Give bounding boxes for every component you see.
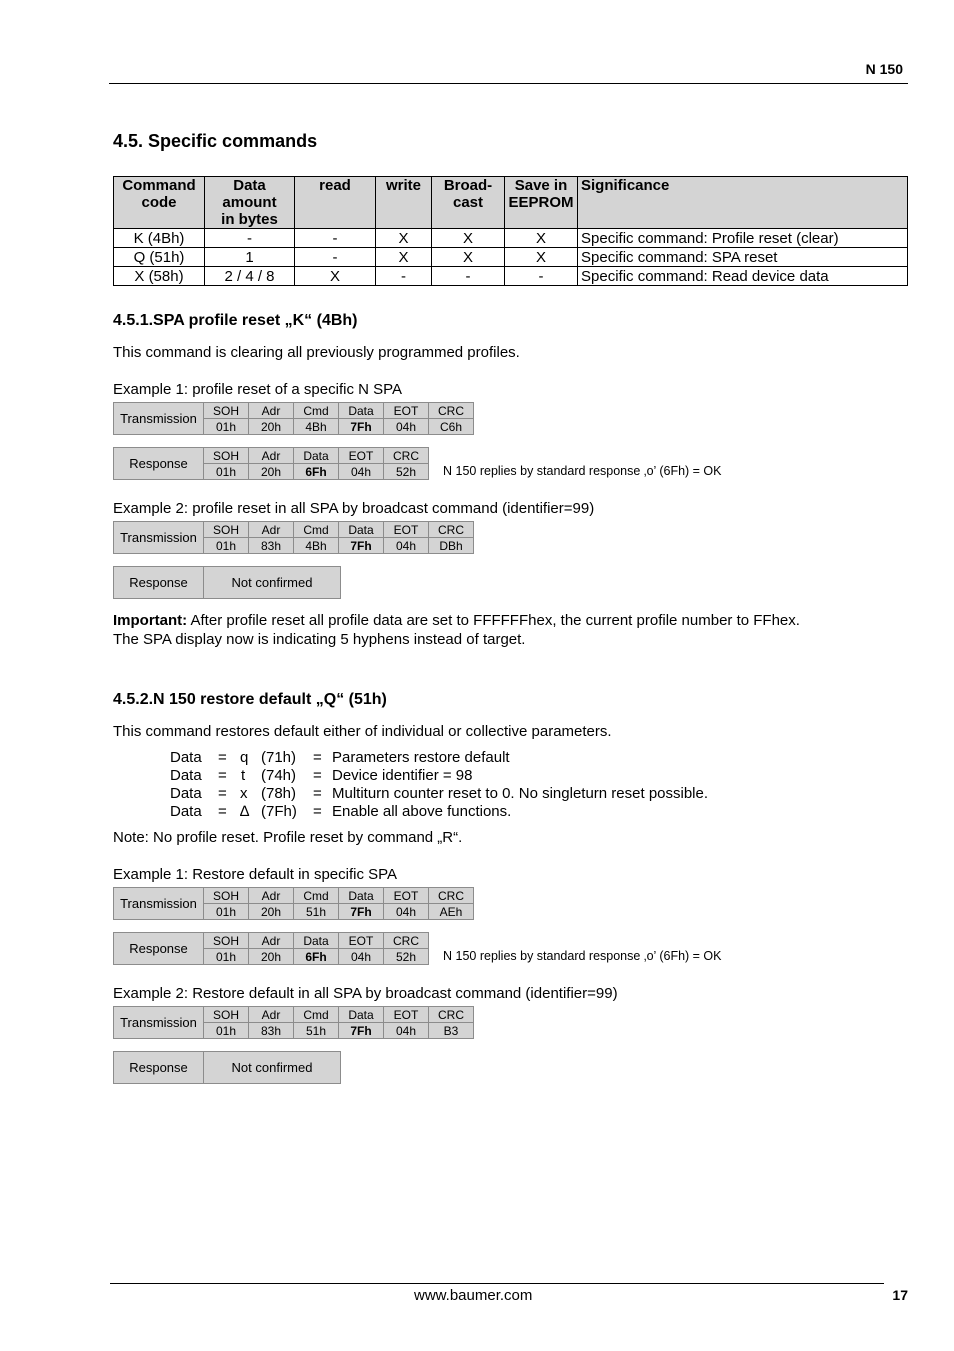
frame-byte: 20h <box>249 904 294 920</box>
data-hex: (78h) <box>261 785 297 802</box>
frame-byte: 20h <box>249 464 294 480</box>
table-row <box>114 267 908 286</box>
table-row <box>114 229 908 248</box>
frame-byte: 51h <box>294 1023 339 1039</box>
data-label: Data <box>170 785 202 802</box>
equals: = <box>313 803 322 820</box>
frame-head: Data <box>339 888 384 904</box>
table-cell: - <box>505 267 578 286</box>
equals: = <box>218 767 227 784</box>
frame-head: Data <box>339 522 384 538</box>
data-char: t <box>241 767 246 784</box>
column-header: Data amount in bytes <box>205 177 295 229</box>
table-cell: - <box>205 229 295 248</box>
frame-label: Response <box>114 1052 204 1084</box>
frame-byte: C6h <box>429 419 474 435</box>
frame-head: SOH <box>204 403 249 419</box>
equals: = <box>313 767 322 784</box>
reply-note: N 150 replies by standard response ‚o’ (6Fh) = OK <box>443 949 722 963</box>
frame-byte: 4Bh <box>294 538 339 554</box>
frame-byte: 04h <box>384 1023 429 1039</box>
subsection-title-451: 4.5.1.SPA profile reset „K“ (4Bh) <box>113 312 358 329</box>
example-caption: Example 1: Restore default in specific SPA <box>113 866 398 883</box>
paragraph: This command restores default either of individual or collective parameters. <box>113 723 612 740</box>
subsection-title-452: 4.5.2.N 150 restore default „Q“ (51h) <box>113 691 387 708</box>
not-confirmed: Not confirmed <box>204 567 341 599</box>
table-cell: Specific command: SPA reset <box>578 248 908 267</box>
frame-byte: 7Fh <box>339 904 384 920</box>
data-description: Device identifier = 98 <box>332 767 473 784</box>
frame-head: CRC <box>429 522 474 538</box>
equals: = <box>218 749 227 766</box>
equals: = <box>313 749 322 766</box>
transmission-frame <box>113 1006 474 1039</box>
column-header: Command code <box>114 177 205 229</box>
frame-byte: 04h <box>384 904 429 920</box>
important-text: After profile reset all profile data are set to FFFFFFhex, the current profile number to FFhex. <box>187 612 800 629</box>
table-cell: X <box>505 229 578 248</box>
frame-head: CRC <box>429 888 474 904</box>
frame-byte: 51h <box>294 904 339 920</box>
frame-head: Adr <box>249 888 294 904</box>
page-number: 17 <box>892 1287 908 1303</box>
frame-head: EOT <box>339 448 384 464</box>
frame-head: SOH <box>204 522 249 538</box>
frame-head: Cmd <box>294 1007 339 1023</box>
example-caption: Example 1: profile reset of a specific N SPA <box>113 381 403 398</box>
response-frame <box>113 566 341 599</box>
equals: = <box>218 785 227 802</box>
table-cell: - <box>432 267 505 286</box>
frame-head: EOT <box>384 1007 429 1023</box>
frame-byte: 6Fh <box>294 949 339 965</box>
data-description: Enable all above functions. <box>332 803 512 820</box>
column-header: Save in EEPROM <box>505 177 578 229</box>
frame-byte: 83h <box>249 1023 294 1039</box>
data-label: Data <box>170 749 202 766</box>
data-hex: (71h) <box>261 749 297 766</box>
table-cell: X <box>432 248 505 267</box>
frame-head: SOH <box>204 888 249 904</box>
reply-note: N 150 replies by standard response ‚o’ (6Fh) = OK <box>443 464 722 478</box>
frame-head: SOH <box>204 448 249 464</box>
frame-byte: 04h <box>384 419 429 435</box>
frame-label: Response <box>114 567 204 599</box>
table-header-row <box>114 177 908 229</box>
table-cell: K (4Bh) <box>114 229 205 248</box>
frame-head: Cmd <box>294 403 339 419</box>
column-header: read <box>295 177 376 229</box>
table-cell: - <box>295 248 376 267</box>
table-cell: X <box>376 229 432 248</box>
frame-byte: 52h <box>384 464 429 480</box>
frame-head: Adr <box>249 522 294 538</box>
frame-head: EOT <box>339 933 384 949</box>
column-header: write <box>376 177 432 229</box>
frame-label: Transmission <box>114 522 204 554</box>
data-hex: (7Fh) <box>261 803 297 820</box>
table-cell: X <box>432 229 505 248</box>
footer-rule <box>110 1283 884 1284</box>
frame-head: Data <box>294 448 339 464</box>
table-cell: X <box>505 248 578 267</box>
frame-head: SOH <box>204 1007 249 1023</box>
frame-label: Transmission <box>114 403 204 435</box>
table-cell: 1 <box>205 248 295 267</box>
section-title: 4.5. Specific commands <box>113 131 318 151</box>
frame-byte: 7Fh <box>339 538 384 554</box>
data-label: Data <box>170 767 202 784</box>
table-cell: - <box>295 229 376 248</box>
important-note <box>113 611 800 649</box>
frame-byte: 01h <box>204 1023 249 1039</box>
important-label: Important: <box>113 612 188 629</box>
frame-byte: 01h <box>204 419 249 435</box>
frame-byte: 6Fh <box>294 464 339 480</box>
frame-label: Transmission <box>114 1007 204 1039</box>
data-description: Parameters restore default <box>332 749 510 766</box>
frame-byte: 04h <box>339 949 384 965</box>
paragraph: This command is clearing all previously programmed profiles. <box>113 344 520 361</box>
frame-byte: B3 <box>429 1023 474 1039</box>
frame-byte: 20h <box>249 949 294 965</box>
transmission-frame <box>113 402 474 435</box>
frame-head: EOT <box>384 522 429 538</box>
transmission-frame <box>113 521 474 554</box>
frame-head: Adr <box>249 448 294 464</box>
table-cell: Q (51h) <box>114 248 205 267</box>
table-cell: Specific command: Profile reset (clear) <box>578 229 908 248</box>
response-frame <box>113 1051 341 1084</box>
column-header: Broad- cast <box>432 177 505 229</box>
frame-byte: AEh <box>429 904 474 920</box>
table-cell: - <box>376 267 432 286</box>
frame-head: CRC <box>429 1007 474 1023</box>
equals: = <box>218 803 227 820</box>
important-text-2: The SPA display now is indicating 5 hyphens instead of target. <box>113 631 526 648</box>
frame-byte: 01h <box>204 538 249 554</box>
frame-head: Data <box>294 933 339 949</box>
frame-head: Data <box>339 1007 384 1023</box>
data-label: Data <box>170 803 202 820</box>
frame-byte: 20h <box>249 419 294 435</box>
frame-byte: DBh <box>429 538 474 554</box>
table-cell: 2 / 4 / 8 <box>205 267 295 286</box>
table-cell: X <box>295 267 376 286</box>
table-cell: X <box>376 248 432 267</box>
transmission-frame <box>113 887 474 920</box>
specific-commands-table <box>113 176 908 286</box>
frame-head: Cmd <box>294 888 339 904</box>
frame-head: Cmd <box>294 522 339 538</box>
frame-byte: 52h <box>384 949 429 965</box>
example-caption: Example 2: profile reset in all SPA by broadcast command (identifier=99) <box>113 500 595 517</box>
not-confirmed: Not confirmed <box>204 1052 341 1084</box>
data-char: ∆ <box>240 803 250 820</box>
frame-head: CRC <box>429 403 474 419</box>
data-hex: (74h) <box>261 767 297 784</box>
frame-head: CRC <box>384 448 429 464</box>
response-frame <box>113 932 429 965</box>
example-caption: Example 2: Restore default in all SPA by broadcast command (identifier=99) <box>113 985 618 1002</box>
response-frame <box>113 447 429 480</box>
frame-byte: 01h <box>204 904 249 920</box>
frame-byte: 04h <box>339 464 384 480</box>
frame-head: EOT <box>384 403 429 419</box>
frame-head: Adr <box>249 933 294 949</box>
frame-byte: 04h <box>384 538 429 554</box>
frame-label: Response <box>114 933 204 965</box>
footer-url[interactable]: www.baumer.com <box>414 1287 533 1304</box>
header-doc-name: N 150 <box>865 61 903 77</box>
frame-head: Data <box>339 403 384 419</box>
frame-head: CRC <box>384 933 429 949</box>
frame-head: Adr <box>249 403 294 419</box>
equals: = <box>313 785 322 802</box>
frame-byte: 4Bh <box>294 419 339 435</box>
frame-byte: 7Fh <box>339 419 384 435</box>
column-header: Significance <box>578 177 908 229</box>
table-cell: Specific command: Read device data <box>578 267 908 286</box>
frame-head: Adr <box>249 1007 294 1023</box>
table-cell: X (58h) <box>114 267 205 286</box>
header-rule <box>109 83 908 84</box>
frame-head: SOH <box>204 933 249 949</box>
table-row <box>114 248 908 267</box>
frame-byte: 83h <box>249 538 294 554</box>
frame-label: Response <box>114 448 204 480</box>
frame-byte: 01h <box>204 464 249 480</box>
data-description: Multiturn counter reset to 0. No singleturn reset possible. <box>332 785 709 802</box>
note: Note: No profile reset. Profile reset by command „R“. <box>113 829 463 846</box>
data-char: x <box>240 785 248 802</box>
frame-byte: 01h <box>204 949 249 965</box>
data-char: q <box>240 749 249 766</box>
frame-head: EOT <box>384 888 429 904</box>
frame-label: Transmission <box>114 888 204 920</box>
frame-byte: 7Fh <box>339 1023 384 1039</box>
